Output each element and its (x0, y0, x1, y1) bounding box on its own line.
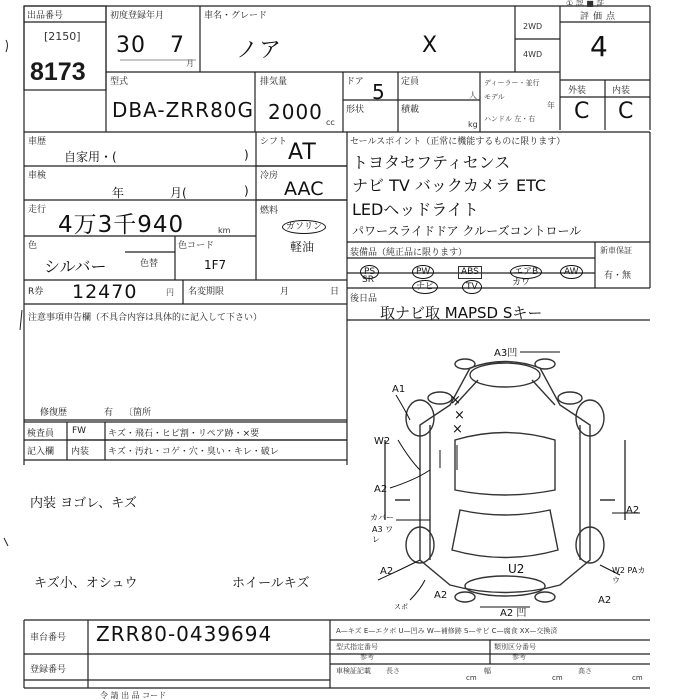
recycle-label: R券 (28, 287, 44, 297)
sales-point-3: LEDヘッドライト (352, 200, 479, 219)
shape-label: 形状 (346, 105, 365, 115)
color-code: 1F7 (204, 258, 227, 272)
aftermarket-label: 後日品 (350, 294, 378, 304)
inspection-label: 車検 (28, 171, 47, 181)
inspection-close: ) (244, 184, 249, 198)
bottom-text: 令 請 出 品 コード (100, 691, 167, 700)
mark-a2-left: A2 (374, 484, 388, 495)
deadline-day: 日 (330, 287, 340, 297)
warranty-value: 有・無 (604, 271, 632, 281)
doors-label: ドア (346, 77, 364, 87)
mark-a3-front: A3凹 (494, 348, 518, 359)
rating-value: 4 (590, 30, 608, 63)
shift-value: AT (288, 140, 317, 165)
fuel-label: 燃料 (260, 206, 279, 216)
exterior-grade: C (574, 99, 590, 124)
mark-a2-rear-right: A2 (598, 595, 612, 606)
inspection-year-unit: 年 (112, 186, 125, 200)
length-label: 長さ (386, 667, 400, 675)
grade: X (422, 33, 439, 58)
drive-4wd: 4WD (523, 50, 543, 59)
recycle-yen: 円 (166, 288, 174, 297)
interior-check-label: 内装 (71, 447, 90, 457)
reg-no-label: 登録番号 (30, 665, 67, 675)
model-value: DBA-ZRR80G (112, 98, 255, 122)
note-interior: 内装 ヨゴレ、キズ (30, 496, 137, 511)
deadline-month: 月 (280, 287, 290, 297)
car-name-label: 車名・グレード (204, 11, 268, 21)
aftermarket-value: 取ナビ取 MAPSD Sキー (380, 304, 543, 322)
top-right-note: ① 認 ■ 証 (566, 0, 605, 8)
equip-leather: カワ (512, 278, 531, 288)
sales-point-1: トヨタセフティセンス (352, 153, 511, 172)
equip-abs-label: ABS (458, 266, 482, 279)
cc-unit: cc (326, 118, 335, 127)
fw-items: キズ・飛石・ヒビ割・リペア跡・×要 (108, 429, 260, 439)
mark-x3: × (452, 422, 463, 437)
mark-a2-right: A2 (626, 505, 640, 516)
classification-ref: 参考 (512, 653, 526, 661)
color-code-label: 色コード (178, 241, 215, 251)
equipment-title: 装備品（純正品に限ります） (350, 248, 468, 258)
mark-a1: A1 (392, 384, 406, 395)
equip-aw (560, 259, 583, 279)
designation-ref: 参考 (360, 653, 374, 661)
lot-label: 出品番号 (27, 11, 64, 21)
history-label: 車歴 (28, 137, 47, 147)
kg-unit: kg (468, 120, 478, 129)
dealer-label: ディーラー・並行 (484, 79, 540, 87)
mark-x2: × (454, 408, 465, 423)
equip-ps-label: PS (360, 265, 379, 279)
repair-place: 〔箇所 (124, 408, 152, 418)
length-cm: cm (466, 674, 477, 682)
month-unit: 月 (186, 59, 194, 68)
exterior-label: 外装 (568, 86, 587, 96)
fuel-diesel: 軽油 (290, 240, 315, 254)
chassis-ref-label: 車検証記載 (336, 667, 371, 675)
height-label: 高さ (578, 667, 592, 675)
mark-w2-right: W2 PAカウ (612, 566, 646, 585)
capacity-label: 定員 (401, 77, 420, 87)
mark-a2-rear: A2 凹 (500, 608, 527, 619)
car-diagram-outline (385, 359, 625, 602)
mileage-label: 走行 (28, 205, 47, 215)
classification-label: 類別区分番号 (494, 643, 536, 651)
displacement-value: 2000 (268, 100, 323, 124)
interior-check-items: キズ・汚れ・コゲ・穴・臭い・キレ・破レ (108, 447, 279, 457)
mark-x1: × (450, 393, 461, 408)
notes-title: 注意事項申告欄（不具合内容は具体的に記入して下さい） (28, 313, 263, 323)
equip-pw-label: PW (412, 265, 434, 279)
color-tone-label: 色替 (140, 259, 159, 269)
car-name: ノア (236, 38, 283, 63)
inspector-label-1: 検査員 (27, 429, 55, 439)
drive-2wd: 2WD (523, 22, 543, 31)
person-unit: 人 (469, 91, 477, 100)
doors-value: 5 (372, 80, 385, 104)
equip-sr: SR (362, 275, 374, 285)
chassis-label: 車台番号 (30, 633, 67, 643)
history-close: ) (244, 148, 249, 162)
mark-w2-left: W2 (374, 436, 391, 447)
reg-month: 7 (170, 33, 185, 58)
model-year-label: モデル (484, 93, 505, 101)
sales-point-4: パワースライドドア クルーズコントロール (352, 224, 582, 238)
warranty-label: 新車保証 (600, 246, 632, 255)
deadline-label: 名変期限 (188, 287, 225, 297)
aircon-value: AAC (284, 178, 324, 200)
rating-label: 評価点 (580, 12, 620, 22)
equip-tv-label: TV (462, 280, 482, 294)
height-cm: cm (632, 674, 643, 682)
inspector-label-2: 記入欄 (27, 447, 55, 457)
color-value: シルバー (44, 257, 107, 276)
fw-label: FW (72, 426, 87, 436)
repair-label: 修復歴 (40, 408, 68, 418)
mileage-unit: km (218, 226, 231, 235)
mark-a3-crack: A3 ワレ (372, 525, 394, 544)
mark-spoiler: スポ (394, 603, 408, 611)
sales-points-title: セールスポイント（正常に機能するものに限ります） (350, 137, 566, 147)
margin-marks (4, 40, 22, 546)
reg-label: 初度登録年月 (110, 11, 165, 21)
recycle-value: 12470 (72, 281, 138, 303)
reg-year: 30 (116, 33, 146, 58)
shift-label: シフト (260, 137, 288, 147)
inspection-month-unit: 月( (170, 186, 187, 200)
equip-navi (412, 274, 438, 294)
designation-label: 型式指定番号 (336, 643, 378, 651)
sales-point-2: ナビ TV バックカメラ ETC (352, 176, 547, 195)
equip-aw-label: AW (560, 265, 583, 279)
width-label: 幅 (484, 667, 491, 675)
handle-label: ハンドル 左・右 (484, 115, 536, 123)
lot-code: [2150] (44, 30, 81, 43)
interior-label: 内装 (612, 86, 631, 96)
displacement-label: 排気量 (260, 77, 288, 87)
load-label: 積載 (401, 105, 420, 115)
history-value: 自家用・( (64, 150, 117, 164)
color-label: 色 (28, 241, 38, 251)
note-wheel: ホイールキズ (232, 576, 310, 591)
damage-legend: A—キズ E—エクボ U—凹み W—補修跡 S—サビ C—腐食 XX—交換済 (336, 627, 558, 635)
chassis-value: ZRR80-0439694 (96, 622, 273, 646)
mileage-value: 4万3千940 (58, 212, 185, 238)
mark-cover: カバー (370, 513, 394, 522)
fuel-gasoline (282, 218, 326, 234)
model-label: 型式 (110, 77, 129, 87)
equip-tv (462, 274, 482, 294)
width-cm: cm (552, 674, 563, 682)
year-unit: 年 (547, 101, 555, 110)
aircon-label: 冷房 (260, 171, 279, 181)
note-scratch: キズ小、オシュウ (34, 576, 138, 591)
equip-airbag-label: エアB (510, 265, 542, 279)
equip-navi-label: ナビ (412, 280, 438, 294)
interior-grade: C (618, 99, 634, 124)
fuel-gasoline-circle: ガソリン (282, 220, 326, 234)
mark-a2-lower-left: A2 (380, 566, 394, 577)
mark-a2-bottom-left: A2 (434, 590, 448, 601)
lot-number: 8173 (30, 58, 86, 86)
repair-value: 有 (104, 408, 114, 418)
mark-u2: U2 (508, 562, 525, 576)
